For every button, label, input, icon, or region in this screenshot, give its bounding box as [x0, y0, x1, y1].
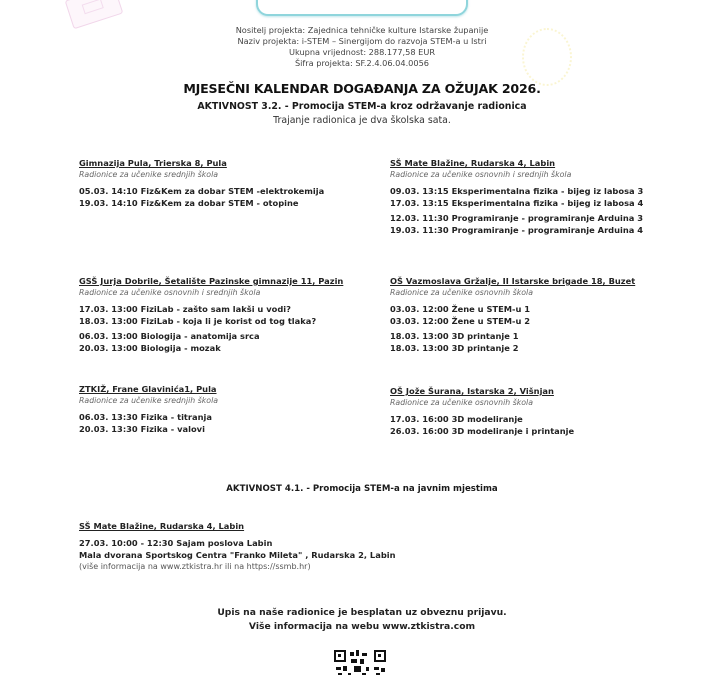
activity-32-duration: Trajanje radionica je dva školska sata. [273, 115, 451, 126]
location-gss-jurja-dobrile [79, 275, 379, 354]
event-item: 17.03. 13:00 FiziLab - zašto sam lakši u vodi? [79, 304, 291, 314]
event-item: 19.03. 11:30 Programiranje - programiranje Arduina 4 [390, 225, 644, 235]
location-os-joze-surana [390, 385, 690, 437]
event-item: 20.03. 13:00 Biologija - mozak [79, 343, 221, 353]
location-ztkiz [79, 383, 379, 435]
event-item: 18.03. 13:00 FiziLab - koja li je korist od tog tlaka? [79, 316, 317, 326]
event-item: 17.03. 16:00 3D modeliranje [390, 414, 523, 424]
event-item: 18.03. 13:00 3D printanje 1 [390, 331, 519, 341]
location-subtitle: Radionice za učenike osnovnih i srednjih škola [390, 170, 572, 179]
event-item: 27.03. 10:00 - 12:30 Sajam poslova Labin [79, 538, 273, 548]
location-subtitle: Radionice za učenike osnovnih i srednjih škola [79, 288, 261, 297]
event-venue: Mala dvorana Sportskog Centra "Franko Mileta" , Rudarska 2, Labin [79, 550, 396, 560]
event-item: 05.03. 14:10 Fiz&Kem za dobar STEM -elektrokemija [79, 186, 325, 196]
location-name: SŠ Mate Blažine, Rudarska 4, Labin [390, 158, 556, 168]
location-subtitle: Radionice za učenike osnovnih škola [390, 398, 534, 407]
location-subtitle: Radionice za učenike srednjih škola [79, 396, 219, 405]
location-os-vazmoslava-grzalje [390, 275, 690, 354]
location-name: GSŠ Jurja Dobrile, Šetalište Pazinske gimnazije 11, Pazin [79, 276, 344, 286]
event-item: 06.03. 13:30 Fizika - titranja [79, 412, 212, 422]
project-holder: Nositelj projekta: Zajednica tehničke kulture Istarske županije [235, 25, 489, 35]
event-item: 03.03. 12:00 Žene u STEM-u 1 [390, 304, 531, 314]
project-value: Ukupna vrijednost: 288.177,58 EUR [288, 47, 436, 57]
location-ss-mate-blazine [390, 157, 690, 236]
event-item: 20.03. 13:30 Fizika - valovi [79, 424, 205, 434]
project-name: Naziv projekta: i-STEM – Sinergijom do razvoja STEM-a u Istri [237, 36, 487, 46]
footer [0, 606, 724, 634]
activity-41-event [79, 520, 396, 573]
activity-41-title: AKTIVNOST 4.1. - Promocija STEM-a na javnim mjestima [226, 484, 498, 494]
page-title: MJESEČNI KALENDAR DOGAĐANJA ZA OŽUJAK 2026. [183, 81, 541, 96]
event-item: 26.03. 16:00 3D modeliranje i printanje [390, 426, 575, 436]
website-note: Više informacija na webu www.ztkistra.com [248, 621, 476, 632]
event-item: 17.03. 13:15 Eksperimentalna fizika - bijeg iz labosa 4 [390, 198, 644, 208]
event-item: 03.03. 12:00 Žene u STEM-u 2 [390, 316, 531, 326]
location-name: ZTKIŽ, Frane Glavinića1, Pula [79, 384, 217, 394]
location-name: OŠ Vazmoslava Gržalje, II Istarske brigade 18, Buzet [390, 276, 636, 286]
location-name: OŠ Jože Šurana, Istarska 2, Višnjan [390, 386, 554, 396]
location-gimnazija-pula [79, 157, 379, 209]
activity-32-title: AKTIVNOST 3.2. - Promocija STEM-a kroz održavanje radionica [197, 101, 527, 112]
event-item: 09.03. 13:15 Eksperimentalna fizika - bijeg iz labosa 3 [390, 186, 644, 196]
location-subtitle: Radionice za učenike osnovnih škola [390, 288, 534, 297]
event-item: 06.03. 13:00 Biologija - anatomija srca [79, 331, 260, 341]
location-name: SŠ Mate Blažine, Rudarska 4, Labin [79, 521, 245, 531]
info-note: (više informacija na www.ztkistra.hr ili na https://ssmb.hr) [79, 562, 311, 571]
registration-note: Upis na naše radionice je besplatan uz obveznu prijavu. [217, 607, 507, 618]
location-subtitle: Radionice za učenike srednjih škola [79, 170, 219, 179]
event-item: 12.03. 11:30 Programiranje - programiranje Arduina 3 [390, 213, 644, 223]
event-item: 18.03. 13:00 3D printanje 2 [390, 343, 519, 353]
project-info [0, 25, 724, 69]
qr-code-icon[interactable] [334, 650, 388, 675]
title-banner [256, 0, 468, 16]
project-code: Šifra projekta: SF.2.4.06.04.0056 [294, 58, 430, 68]
event-item: 19.03. 14:10 Fiz&Kem za dobar STEM - otopine [79, 198, 299, 208]
location-name: Gimnazija Pula, Trierska 8, Pula [79, 158, 227, 168]
